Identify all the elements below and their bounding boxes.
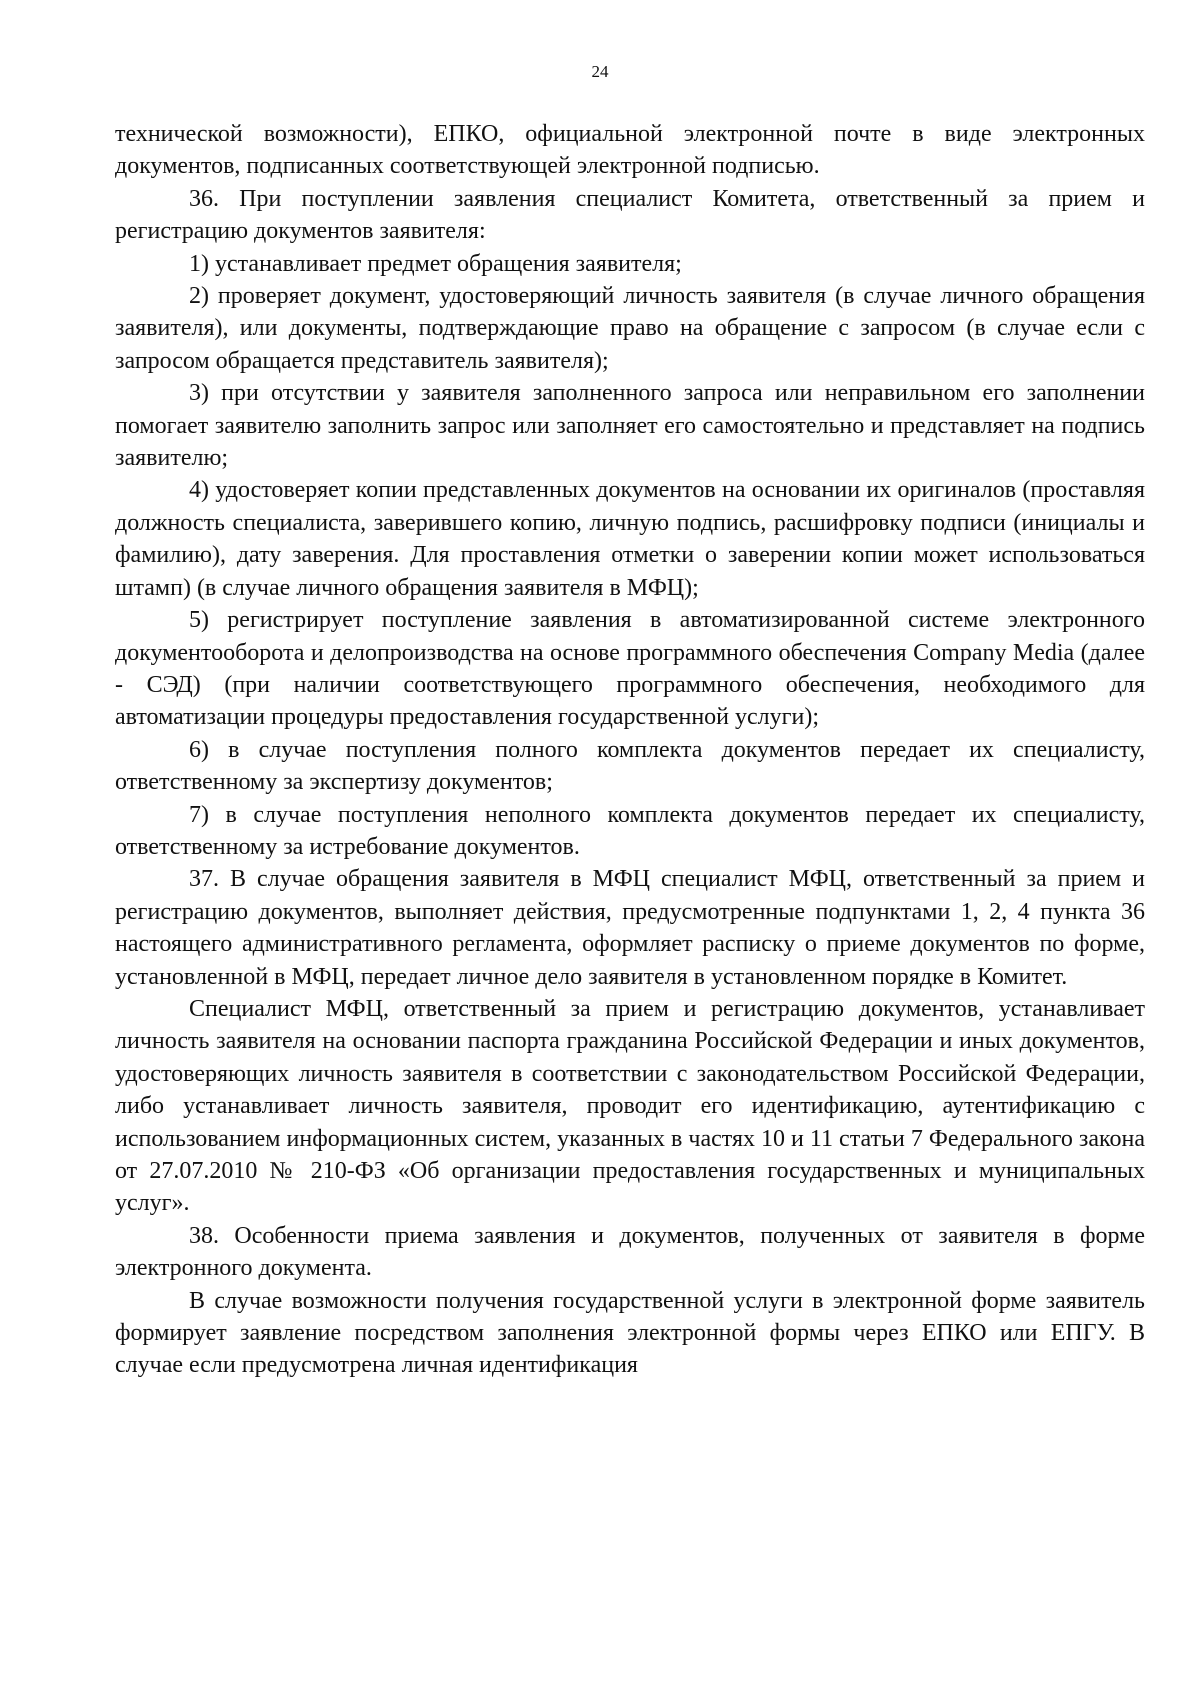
document-body [115, 118, 1145, 1382]
paragraph-subitem-5: 5) регистрирует поступление заявления в автоматизированной системе электронного документооборота и делопроизводства на основе программного обеспечения Company Media (далее - СЭД) (при наличии соответствующего программного обеспечения, необходимого для автоматизации процедуры предоставления государственной услуги); [115, 607, 1145, 731]
paragraph-subitem-1: 1) устанавливает предмет обращения заявителя; [189, 250, 682, 277]
paragraph-electronic-form: В случае возможности получения государственной услуги в электронной форме заявитель формирует заявление посредством заполнения электронной формы через ЕПКО или ЕПГУ. В случае если предусмотрена личная идентификация [115, 1287, 1145, 1379]
paragraph-subitem-2: 2) проверяет документ, удостоверяющий личность заявителя (в случае личного обращения заявителя), или документы, подтверждающие право на обращение с запросом (в случае если с запросом обращается представитель заявителя); [115, 283, 1145, 374]
paragraph-subitem-4: 4) удостоверяет копии представленных документов на основании их оригиналов (проставляя должность специалиста, заверившего копию, личную подпись, расшифровку подписи (инициалы и фамилию), дату заверения. Для проставления отметки о заверении копии может использоваться штамп) (в случае личного обращения заявителя в МФЦ); [115, 477, 1145, 601]
paragraph-item-36: 36. При поступлении заявления специалист Комитета, ответственный за прием и регистрацию документов заявителя: [115, 185, 1145, 245]
paragraph-item-37: 37. В случае обращения заявителя в МФЦ специалист МФЦ, ответственный за прием и регистрацию документов, выполняет действия, предусмотренные подпунктами 1, 2, 4 пункта 36 настоящего административного регламента, оформляет расписку о приеме документов по форме, установленной в МФЦ, передает личное дело заявителя в установленном порядке в Комитет. [115, 866, 1145, 990]
paragraph-mfc-specialist: Специалист МФЦ, ответственный за прием и регистрацию документов, устанавливает личность заявителя на основании паспорта гражданина Российской Федерации и иных документов, удостоверяющих личность заявителя в соответствии с законодательством Российской Федерации, либо устанавливает личность заявителя, проводит его идентификацию, аутентификацию с использованием информационных систем, указанных в частях 10 и 11 статьи 7 Федерального закона от 27.07.2010 № 210-ФЗ «Об организации предоставления государственных и муниципальных услуг». [115, 995, 1145, 1217]
paragraph-subitem-3: 3) при отсутствии у заявителя заполненного запроса или неправильном его заполнении помогает заявителю заполнить запрос или заполняет его самостоятельно и представляет на подпись заявителю; [115, 380, 1145, 472]
paragraph-item-38: 38. Особенности приема заявления и документов, полученных от заявителя в форме электронного документа. [115, 1222, 1145, 1282]
paragraph-continuation: технической возможности), ЕПКО, официальной электронной почте в виде электронных документов, подписанных соответствующей электронной подписью. [115, 121, 1145, 180]
paragraph-subitem-6: 6) в случае поступления полного комплекта документов передает их специалисту, ответственному за экспертизу документов; [115, 736, 1145, 796]
page-number: 24 [591, 62, 609, 81]
paragraph-subitem-7: 7) в случае поступления неполного комплекта документов передает их специалисту, ответственному за истребование документов. [115, 801, 1145, 860]
